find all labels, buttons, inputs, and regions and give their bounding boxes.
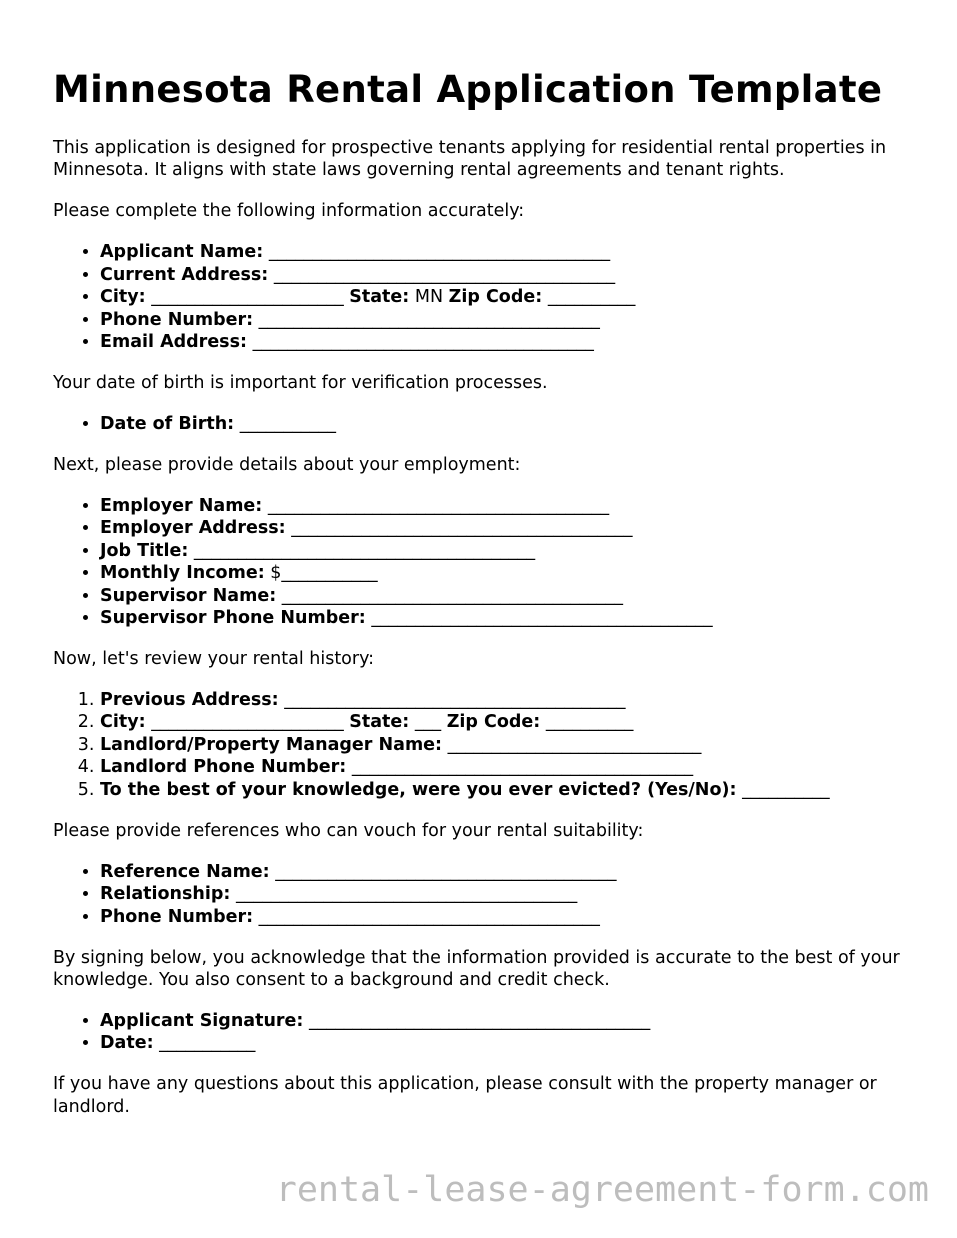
blank-line: _______________________________________ (275, 861, 617, 882)
supervisor-name-field[interactable] (100, 585, 933, 607)
current-address-field[interactable] (100, 264, 933, 286)
document (53, 66, 933, 1118)
field-label: Date of Birth: (100, 414, 235, 435)
field-label: Current Address: (100, 264, 269, 285)
blank-line: _______________________________________ (267, 496, 610, 517)
blank-line: _______________________________________ (235, 884, 578, 905)
relationship-field[interactable] (100, 883, 933, 905)
history-city-state-zip-field[interactable] (100, 711, 933, 733)
applicant-prompt: Please complete the following information accurately: (53, 201, 525, 222)
reference-fields (53, 861, 933, 928)
blank-line: _______________________________________ (258, 906, 600, 927)
previous-address-field[interactable] (100, 689, 933, 711)
field-label: Zip Code: (446, 712, 541, 733)
intro-paragraph: This application is designed for prospective tenants applying for residential rental properties in Minnesota. It aligns with state laws governing rental agreements and tenant rights. (53, 138, 887, 181)
field-label: Job Title: (100, 540, 189, 561)
field-label: State: (349, 712, 410, 733)
monthly-income-field[interactable] (100, 562, 933, 584)
field-label: Supervisor Phone Number: (100, 608, 366, 629)
field-label: Reference Name: (100, 861, 270, 882)
date-of-birth-field[interactable] (100, 413, 933, 435)
field-label: Employer Name: (100, 496, 263, 517)
applicant-name-field[interactable] (100, 241, 933, 263)
blank-line: _______________________________________ (284, 690, 626, 711)
blank-line: __________ (742, 779, 830, 800)
field-label: Email Address: (100, 332, 248, 353)
field-label: To the best of your knowledge, were you ever evicted? (Yes/No): (100, 779, 737, 800)
blank-line: _______________________________________ (291, 518, 633, 539)
blank-line: ___________ (239, 414, 337, 435)
field-label: Applicant Name: (100, 242, 264, 263)
supervisor-phone-field[interactable] (100, 607, 933, 629)
field-label: Phone Number: (100, 906, 254, 927)
field-label: State: (349, 287, 410, 308)
blank-line: __________ (545, 712, 634, 733)
eviction-field[interactable] (100, 779, 933, 801)
blank-line: __________ (547, 287, 636, 308)
employment-prompt: Next, please provide details about your employment: (53, 455, 521, 476)
blank-line: ______________________ (151, 712, 344, 733)
signature-date-field[interactable] (100, 1032, 933, 1054)
blank-line: _______________________________________ (371, 608, 713, 629)
blank-line: _______________________________________ (273, 264, 616, 285)
watermark: rental-lease-agreement-form.com (275, 1170, 929, 1210)
blank-line: _______________________________________ (252, 332, 594, 353)
landlord-phone-field[interactable] (100, 756, 933, 778)
city-state-zip-field[interactable] (100, 286, 933, 308)
field-label: Monthly Income: (100, 563, 265, 584)
field-label: Employer Address: (100, 518, 286, 539)
reference-phone-field[interactable] (100, 906, 933, 928)
phone-number-field[interactable] (100, 309, 933, 331)
employer-name-field[interactable] (100, 495, 933, 517)
blank-line: ___________ (159, 1033, 256, 1054)
blank-line: _______________________________________ (258, 309, 600, 330)
field-label: Applicant Signature: (100, 1010, 304, 1031)
blank-line: ___ (414, 712, 442, 733)
dob-prompt: Your date of birth is important for verification processes. (53, 373, 548, 394)
field-label: Zip Code: (448, 287, 543, 308)
applicant-signature-field[interactable] (100, 1010, 933, 1032)
field-label: Relationship: (100, 884, 231, 905)
employer-address-field[interactable] (100, 517, 933, 539)
field-label: Previous Address: (100, 690, 279, 711)
email-address-field[interactable] (100, 331, 933, 353)
blank-line: _______________________________________ (193, 540, 536, 561)
blank-line: _______________________________________ (281, 585, 624, 606)
signing-paragraph: By signing below, you acknowledge that the information provided is accurate to the best of your knowledge. You also consent to a background and credit check. (53, 947, 900, 990)
field-label: Date: (100, 1033, 154, 1054)
references-prompt: Please provide references who can vouch for your rental suitability: (53, 820, 644, 841)
field-label: City: (100, 287, 146, 308)
employment-fields (53, 495, 933, 629)
field-label: Supervisor Name: (100, 585, 277, 606)
field-label: Landlord Phone Number: (100, 757, 347, 778)
field-label: Phone Number: (100, 309, 254, 330)
rental-history-fields (53, 689, 933, 801)
field-label: City: (100, 712, 146, 733)
blank-line: _____________________________ (447, 734, 702, 755)
landlord-name-field[interactable] (100, 734, 933, 756)
job-title-field[interactable] (100, 540, 933, 562)
signature-fields (53, 1010, 933, 1055)
blank-line: ______________________ (151, 287, 344, 308)
blank-line: $___________ (270, 563, 378, 584)
field-label: Landlord/Property Manager Name: (100, 734, 443, 755)
reference-name-field[interactable] (100, 861, 933, 883)
state-value: MN (414, 287, 444, 308)
history-prompt: Now, let's review your rental history: (53, 649, 375, 670)
blank-line: _______________________________________ (268, 242, 611, 263)
blank-line: _______________________________________ (309, 1010, 651, 1031)
dob-fields (53, 413, 933, 435)
applicant-fields (53, 241, 933, 353)
blank-line: _______________________________________ (351, 757, 694, 778)
closing-paragraph: If you have any questions about this application, please consult with the property manager or landlord. (53, 1074, 877, 1117)
page-title: Minnesota Rental Application Template (53, 68, 883, 111)
